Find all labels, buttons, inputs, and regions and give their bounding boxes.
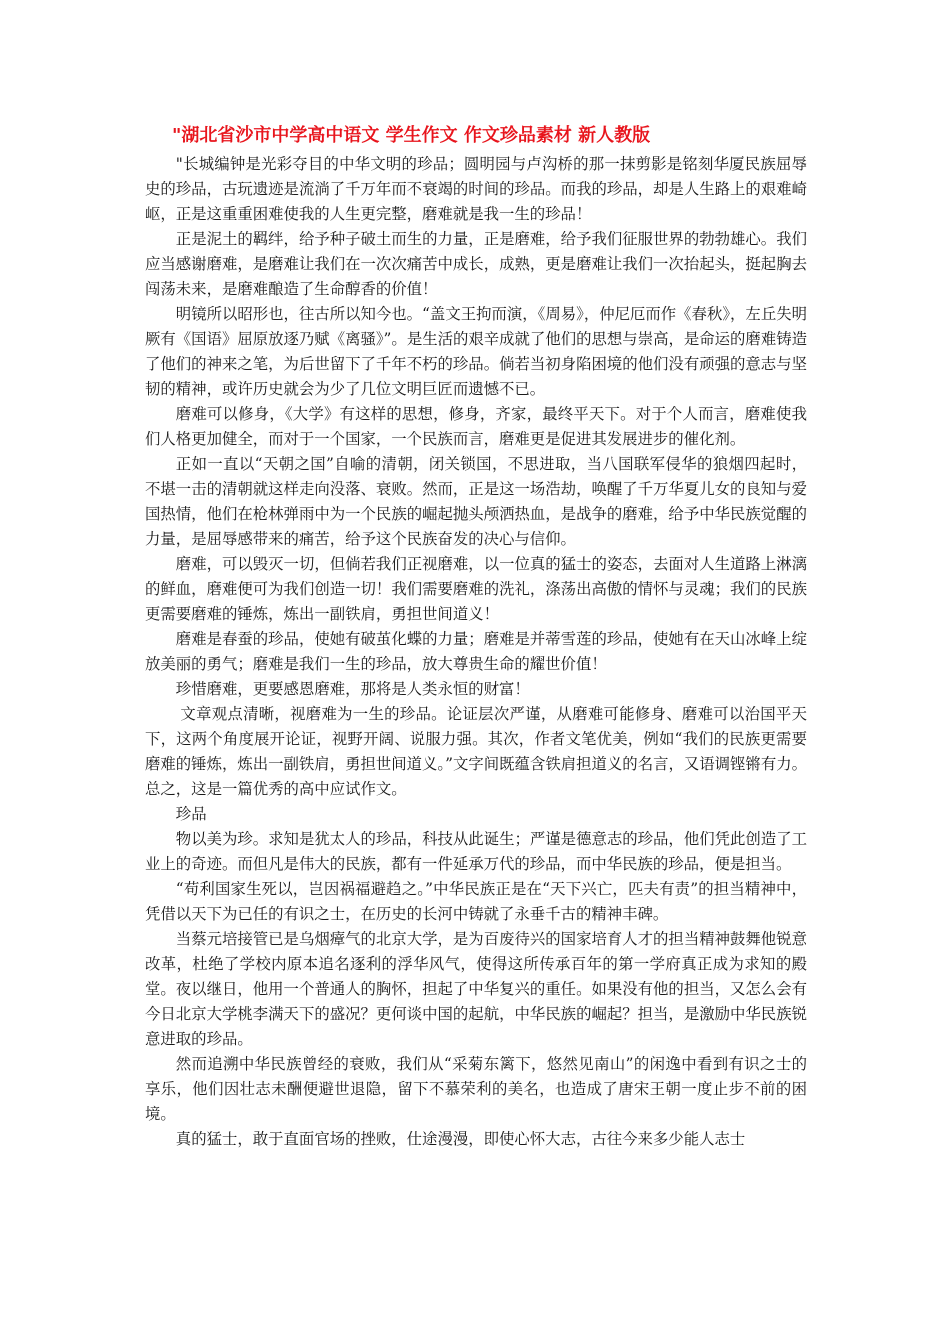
paragraph: 然而追溯中华民族曾经的衰败，我们从“采菊东篱下，悠然见南山”的闲逸中看到有识之士的享乐，他们因壮志未酬便避世退隐，留下不慕荣利的美名，也造成了唐宋王朝一度止步不前的困境。: [145, 1055, 807, 1123]
paragraph: 真的猛士，敢于直面官场的挫败，仕途漫漫，即使心怀大志，古往今来多少能人志士: [175, 1130, 746, 1148]
paragraph: 物以美为珍。求知是犹太人的珍品，科技从此诞生；严谨是德意志的珍品，他们凭此创造了工业上的奇迹。而但凡是伟大的民族，都有一件延承万代的珍品，而中华民族的珍品，便是担当。: [145, 830, 807, 873]
paragraph: 当蔡元培接管已是乌烟瘴气的北京大学，是为百废待兴的国家培育人才的担当精神鼓舞他锐意改革，杜绝了学校内原本追名逐利的浮华风气，使得这所传承百年的第一学府真正成为求知的殿堂。夜以继日，他用一个普通人的胸怀，担起了中华复兴的重任。如果没有他的担当，又怎么会有今日北京大学桃李满天下的盛况？更何谈中国的起航，中华民族的崛起？担当，是激励中华民族锐意进取的珍品。: [145, 930, 807, 1048]
paragraph: "长城编钟是光彩夺目的中华文明的珍品；圆明园与卢沟桥的那一抹剪影是铭刻华厦民族屈辱史的珍品，古玩遗迹是流淌了千万年而不衰竭的时间的珍品。而我的珍品，却是人生路上的艰难崎岖，正是这重重困难使我的人生更完整，磨难就是我一生的珍品！: [145, 155, 807, 223]
paragraph: 珍惜磨难，更要感恩磨难，那将是人类永恒的财富！: [175, 680, 530, 698]
paragraph: 正如一直以“天朝之国”自喻的清朝，闭关锁国，不思进取，当八国联军侵华的狼烟四起时，不堪一击的清朝就这样走向没落、衰败。然而，正是这一场浩劫，唤醒了千万华夏儿女的良知与爱国热情，他们在枪林弹雨中为一个民族的崛起抛头颅洒热血，是战争的磨难，给予中华民族觉醒的力量，是屈辱感带来的痛苦，给予这个民族奋发的决心与信仰。: [145, 455, 807, 548]
paragraph: 磨难是春蚕的珍品，使她有破茧化蝶的力量；磨难是并蒂雪莲的珍品，使她有在天山冰峰上绽放美丽的勇气；磨难是我们一生的珍品，放大尊贵生命的耀世价值！: [145, 630, 807, 673]
paragraph: 正是泥土的羁绊，给予种子破土而生的力量，正是磨难，给予我们征服世界的勃勃雄心。我们应当感谢磨难，是磨难让我们在一次次痛苦中成长，成熟，更是磨难让我们一次抬起头，挺起胸去闯荡未来，是磨难酿造了生命醇香的价值！: [145, 230, 807, 298]
section-heading: 珍品: [175, 805, 207, 823]
document-body: [145, 152, 807, 1152]
paragraph: “苟利国家生死以，岂因祸福避趋之。”中华民族正是在“天下兴亡，匹夫有责”的担当精神中，凭借以天下为已任的有识之士，在历史的长河中铸就了永垂千古的精神丰碑。: [145, 880, 807, 923]
paragraph: 磨难，可以毁灭一切，但倘若我们正视磨难，以一位真的猛士的姿态，去面对人生道路上淋漓的鲜血，磨难便可为我们创造一切！我们需要磨难的洗礼，涤荡出高傲的情怀与灵魂；我们的民族更需要磨难的锤炼，炼出一副铁肩，勇担世间道义！: [145, 555, 807, 623]
commentary-paragraph: 文章观点清晰，视磨难为一生的珍品。论证层次严谨，从磨难可能修身、磨难可以治国平天下，这两个角度展开论证，视野开阔、说服力强。其次，作者文笔优美，例如“我们的民族更需要磨难的锤炼，炼出一副铁肩，勇担世间道义。”文字间既蕴含铁肩担道义的名言，又语调铿锵有力。总之，这是一篇优秀的高中应试作文。: [145, 705, 807, 798]
document-title: "湖北省沙市中学高中语文 学生作文 作文珍品素材 新人教版: [172, 125, 651, 146]
paragraph: 磨难可以修身，《大学》有这样的思想，修身，齐家，最终平天下。对于个人而言，磨难使我们人格更加健全，而对于一个国家，一个民族而言，磨难更是促进其发展进步的催化剂。: [145, 405, 807, 448]
paragraph: 明镜所以昭形也，往古所以知今也。“盖文王拘而演，《周易》，仲尼厄而作《春秋》，左丘失明厥有《国语》屈原放逐乃赋《离骚》”。是生活的艰辛成就了他们的思想与崇高，是命运的磨难铸造了他们的神来之笔，为后世留下了千年不朽的珍品。倘若当初身陷困境的他们没有顽强的意志与坚韧的精神，或许历史就会为少了几位文明巨匠而遗憾不已。: [145, 305, 807, 398]
